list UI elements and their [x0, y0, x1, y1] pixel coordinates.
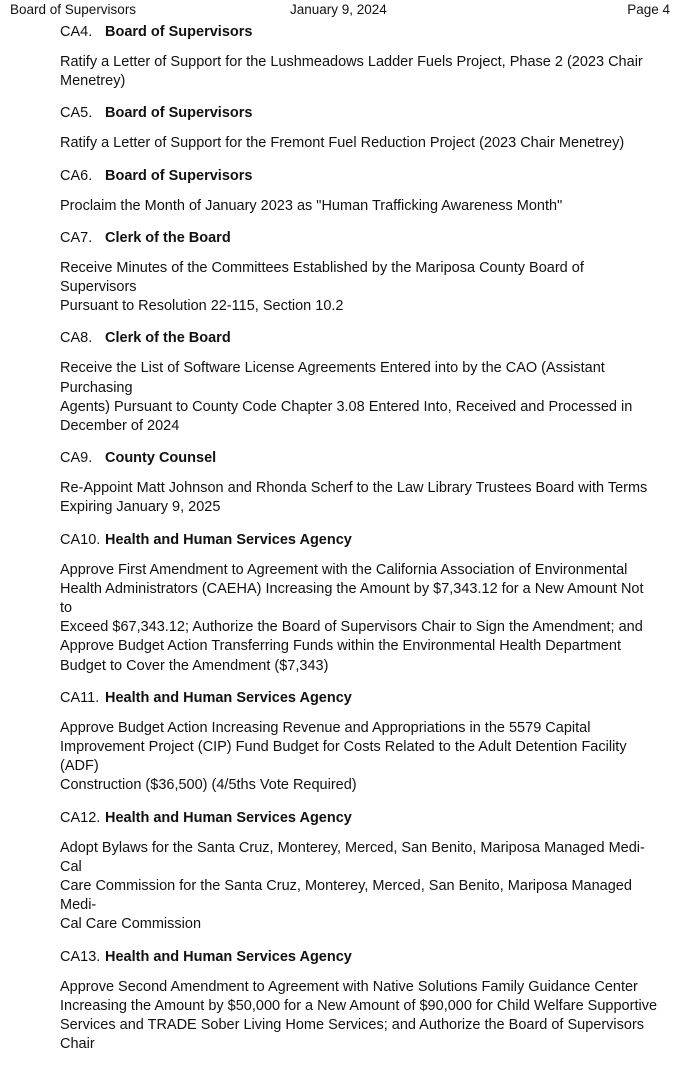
- description-line: Ratify a Letter of Support for the Fremont Fuel Reduction Project (2023 Chair Menetrey): [60, 135, 625, 152]
- header-date: January 9, 2024: [290, 2, 387, 17]
- agenda-item-number: CA13.: [60, 948, 101, 965]
- agenda-item-heading: [60, 531, 658, 550]
- description-line: Proclaim the Month of January 2023 as "Human Trafficking Awareness Month": [60, 197, 563, 214]
- description-line: Exceed $67,343.12; Authorize the Board of Supervisors Chair to Sign the Amendment; and: [60, 619, 643, 636]
- agenda-item-number: CA11.: [60, 689, 100, 706]
- agenda-item: [60, 23, 658, 91]
- agenda-item-heading: [60, 229, 658, 248]
- agenda-item-description: [60, 978, 658, 1055]
- description-line: Ratify a Letter of Support for the Lushmeadows Ladder Fuels Project, Phase 2 (2023 Chair: [60, 54, 643, 70]
- description-line: Health Administrators (CAEHA) Increasing the Amount by $7,343.12 for a New Amount Not to: [60, 580, 644, 617]
- description-line: Re-Appoint Matt Johnson and Rhonda Scherf to the Law Library Trustees Board with Terms: [60, 480, 648, 497]
- description-line: Receive the List of Software License Agreements Entered into by the CAO (Assistant Purchasing: [60, 360, 605, 396]
- description-line: Adopt Bylaws for the Santa Cruz, Monterey, Merced, San Benito, Mariposa Managed Medi-Cal: [60, 839, 645, 875]
- agenda-item-department: Health and Human Services Agency: [105, 689, 352, 706]
- agenda-item-number: CA5.: [60, 105, 93, 122]
- agenda-item-number: CA4.: [60, 24, 93, 40]
- agenda-item-number: CA6.: [60, 167, 93, 184]
- description-line: Construction ($36,500) (4/5ths Vote Required): [60, 777, 357, 794]
- agenda-item-department: Board of Supervisors: [105, 105, 253, 122]
- agenda-item: [60, 229, 658, 317]
- agenda-item: [60, 689, 658, 796]
- agenda-item-heading: [60, 23, 658, 42]
- agenda-item-description: [60, 839, 658, 935]
- agenda-item-heading: [60, 449, 658, 468]
- agenda-item: [60, 329, 658, 436]
- description-line: December of 2024: [60, 418, 180, 435]
- agenda-item-heading: [60, 948, 658, 967]
- agenda-item-heading: [60, 104, 658, 123]
- agenda-item-department: County Counsel: [105, 450, 217, 467]
- agenda-item-heading: [60, 809, 658, 828]
- agenda-item-description: [60, 561, 658, 676]
- agenda-item-number: CA7.: [60, 229, 93, 246]
- agenda-item-department: Board of Supervisors: [105, 167, 253, 184]
- agenda-item-department: Health and Human Services Agency: [105, 809, 352, 826]
- agenda-item-number: CA8.: [60, 330, 93, 347]
- description-line: Agents) Pursuant to County Code Chapter 3.08 Entered Into, Received and Processed in: [60, 398, 633, 415]
- description-line: Budget to Cover the Amendment ($7,343): [60, 657, 329, 674]
- description-line: Improvement Project (CIP) Fund Budget for Costs Related to the Adult Detention Facility (ADF): [60, 739, 627, 775]
- agenda-item-department: Clerk of the Board: [105, 330, 231, 347]
- agenda-item-description: [60, 359, 658, 436]
- agenda-item-heading: [60, 689, 658, 708]
- description-line: Care Commission for the Santa Cruz, Monterey, Merced, San Benito, Mariposa Managed Medi-: [60, 878, 632, 914]
- description-line: Pursuant to Resolution 22-115, Section 10.2: [60, 298, 344, 315]
- agenda-item-department: Clerk of the Board: [105, 229, 231, 246]
- agenda-item: [60, 948, 658, 1055]
- header-page-number: Page 4: [627, 2, 670, 17]
- agenda-item-description: [60, 479, 658, 517]
- agenda-item: [60, 167, 658, 216]
- header-left: Board of Supervisors: [10, 2, 137, 17]
- agenda-item-description: [60, 134, 658, 153]
- description-line: Approve First Amendment to Agreement with the California Association of Environmental: [60, 561, 628, 578]
- agenda-item: [60, 809, 658, 935]
- agenda-item-description: [60, 197, 658, 216]
- description-line: Receive Minutes of the Committees Established by the Mariposa County Board of Supervisors: [60, 259, 584, 296]
- description-line: Approve Budget Action Increasing Revenue and Appropriations in the 5579 Capital: [60, 719, 591, 736]
- agenda-item-department: Board of Supervisors: [105, 24, 253, 40]
- agenda-item-heading: [60, 167, 658, 186]
- agenda-item-heading: [60, 329, 658, 348]
- description-line: Cal Care Commission: [60, 916, 202, 933]
- agenda-item-number: CA9.: [60, 450, 93, 467]
- agenda-item-number: CA10.: [60, 531, 101, 548]
- agenda-item-description: [60, 53, 658, 91]
- consent-agenda-items: [60, 23, 658, 1068]
- description-line: Approve Budget Action Transferring Funds within the Environmental Health Department: [60, 638, 621, 655]
- agenda-item-department: Health and Human Services Agency: [105, 948, 352, 965]
- agenda-item-number: CA12.: [60, 809, 101, 826]
- description-line: Expiring January 9, 2025: [60, 499, 221, 516]
- agenda-item: [60, 449, 658, 517]
- description-line: Approve Second Amendment to Agreement with Native Solutions Family Guidance Center: [60, 978, 638, 995]
- agenda-item-description: [60, 259, 658, 317]
- agenda-item: [60, 104, 658, 153]
- description-line: Menetrey): [60, 73, 126, 90]
- description-line: Services and TRADE Sober Living Home Services; and Authorize the Board of Supervisors Chair: [60, 1017, 645, 1053]
- agenda-item: [60, 531, 658, 676]
- agenda-item-description: [60, 719, 658, 796]
- description-line: Increasing the Amount by $50,000 for a New Amount of $90,000 for Child Welfare Supportive: [60, 997, 658, 1014]
- agenda-item-department: Health and Human Services Agency: [105, 531, 352, 548]
